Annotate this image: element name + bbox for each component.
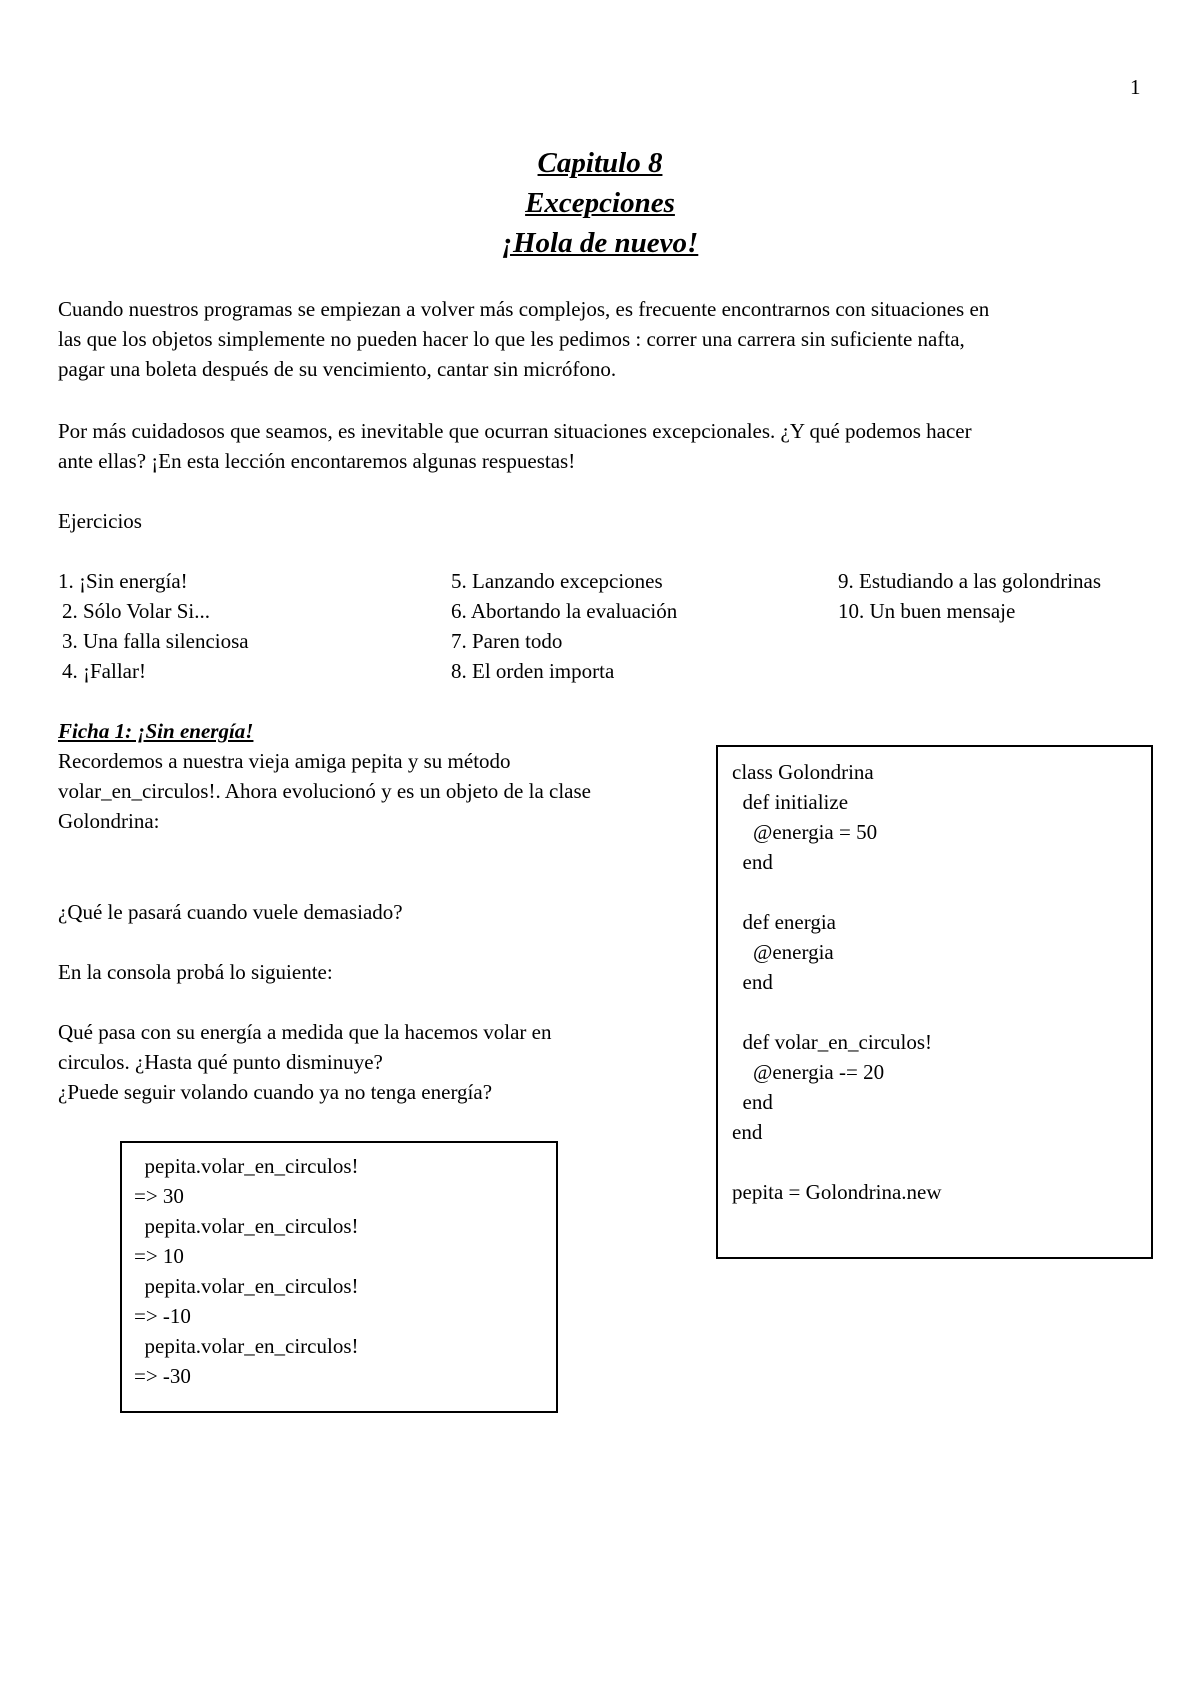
exercise-item: 6. Abortando la evaluación [451, 599, 678, 623]
topic-title: Excepciones [525, 187, 675, 219]
console-code-box: pepita.volar_en_circulos! => 30 pepita.volar_en_circulos! => 10 pepita.volar_en_circulos! => -10 pepita.volar_en_circulos! => -30 [120, 1141, 558, 1413]
intro-paragraph-2 [58, 416, 1148, 476]
exercises-heading: Ejercicios [58, 509, 142, 533]
exercise-item: 8. El orden importa [451, 659, 615, 683]
intro-line: las que los objetos simplemente no pueden hacer lo que les pedimos : correr una carrera sin suficiente nafta, [58, 327, 965, 351]
question-line: circulos. ¿Hasta qué punto disminuye? [58, 1050, 383, 1074]
ficha-1-title: Ficha 1: ¡Sin energía! [58, 719, 254, 743]
question-line: Qué pasa con su energía a medida que la hacemos volar en [58, 1020, 552, 1044]
question-line: ¿Puede seguir volando cuando ya no tenga energía? [58, 1080, 493, 1104]
exercise-item: 7. Paren todo [451, 629, 563, 653]
exercise-item: 10. Un buen mensaje [838, 599, 1016, 623]
description-line: Recordemos a nuestra vieja amiga pepita y su método [58, 749, 511, 773]
exercise-item: 9. Estudiando a las golondrinas [838, 569, 1102, 593]
description-line: Golondrina: [58, 809, 160, 833]
intro-line: ante ellas? ¡En esta lección encontaremos algunas respuestas! [58, 449, 576, 473]
page-title [0, 143, 1200, 263]
ficha-1-question: ¿Qué le pasará cuando vuele demasiado? [58, 900, 403, 924]
exercise-item: 5. Lanzando excepciones [451, 569, 663, 593]
exercise-item: 1. ¡Sin energía! [58, 569, 188, 593]
chapter-title: Capitulo 8 [537, 147, 663, 179]
intro-paragraph-1 [58, 294, 1148, 384]
page-number: 1 [1130, 75, 1141, 99]
class-code-box: class Golondrina def initialize @energia = 50 end def energia @energia end def volar_en_circulos! @energia -= 20 end end pepita = Golondrina.new [716, 745, 1153, 1259]
exercise-item: 3. Una falla silenciosa [62, 629, 249, 653]
description-line: volar_en_circulos!. Ahora evolucionó y es un objeto de la clase [58, 779, 591, 803]
ficha-1-description [58, 746, 698, 836]
greeting-title: ¡Hola de nuevo! [501, 227, 699, 259]
exercise-item: 2. Sólo Volar Si... [62, 599, 211, 623]
intro-line: Cuando nuestros programas se empiezan a volver más complejos, es frecuente encontrarnos con situaciones en [58, 297, 990, 321]
exercise-item: 4. ¡Fallar! [62, 659, 146, 683]
intro-line: Por más cuidadosos que seamos, es inevitable que ocurran situaciones excepcionales. ¿Y qué podemos hacer [58, 419, 972, 443]
ficha-1-questions [58, 1017, 698, 1107]
intro-line: pagar una boleta después de su vencimiento, cantar sin micrófono. [58, 357, 617, 381]
console-instruction: En la consola probá lo siguiente: [58, 960, 333, 984]
